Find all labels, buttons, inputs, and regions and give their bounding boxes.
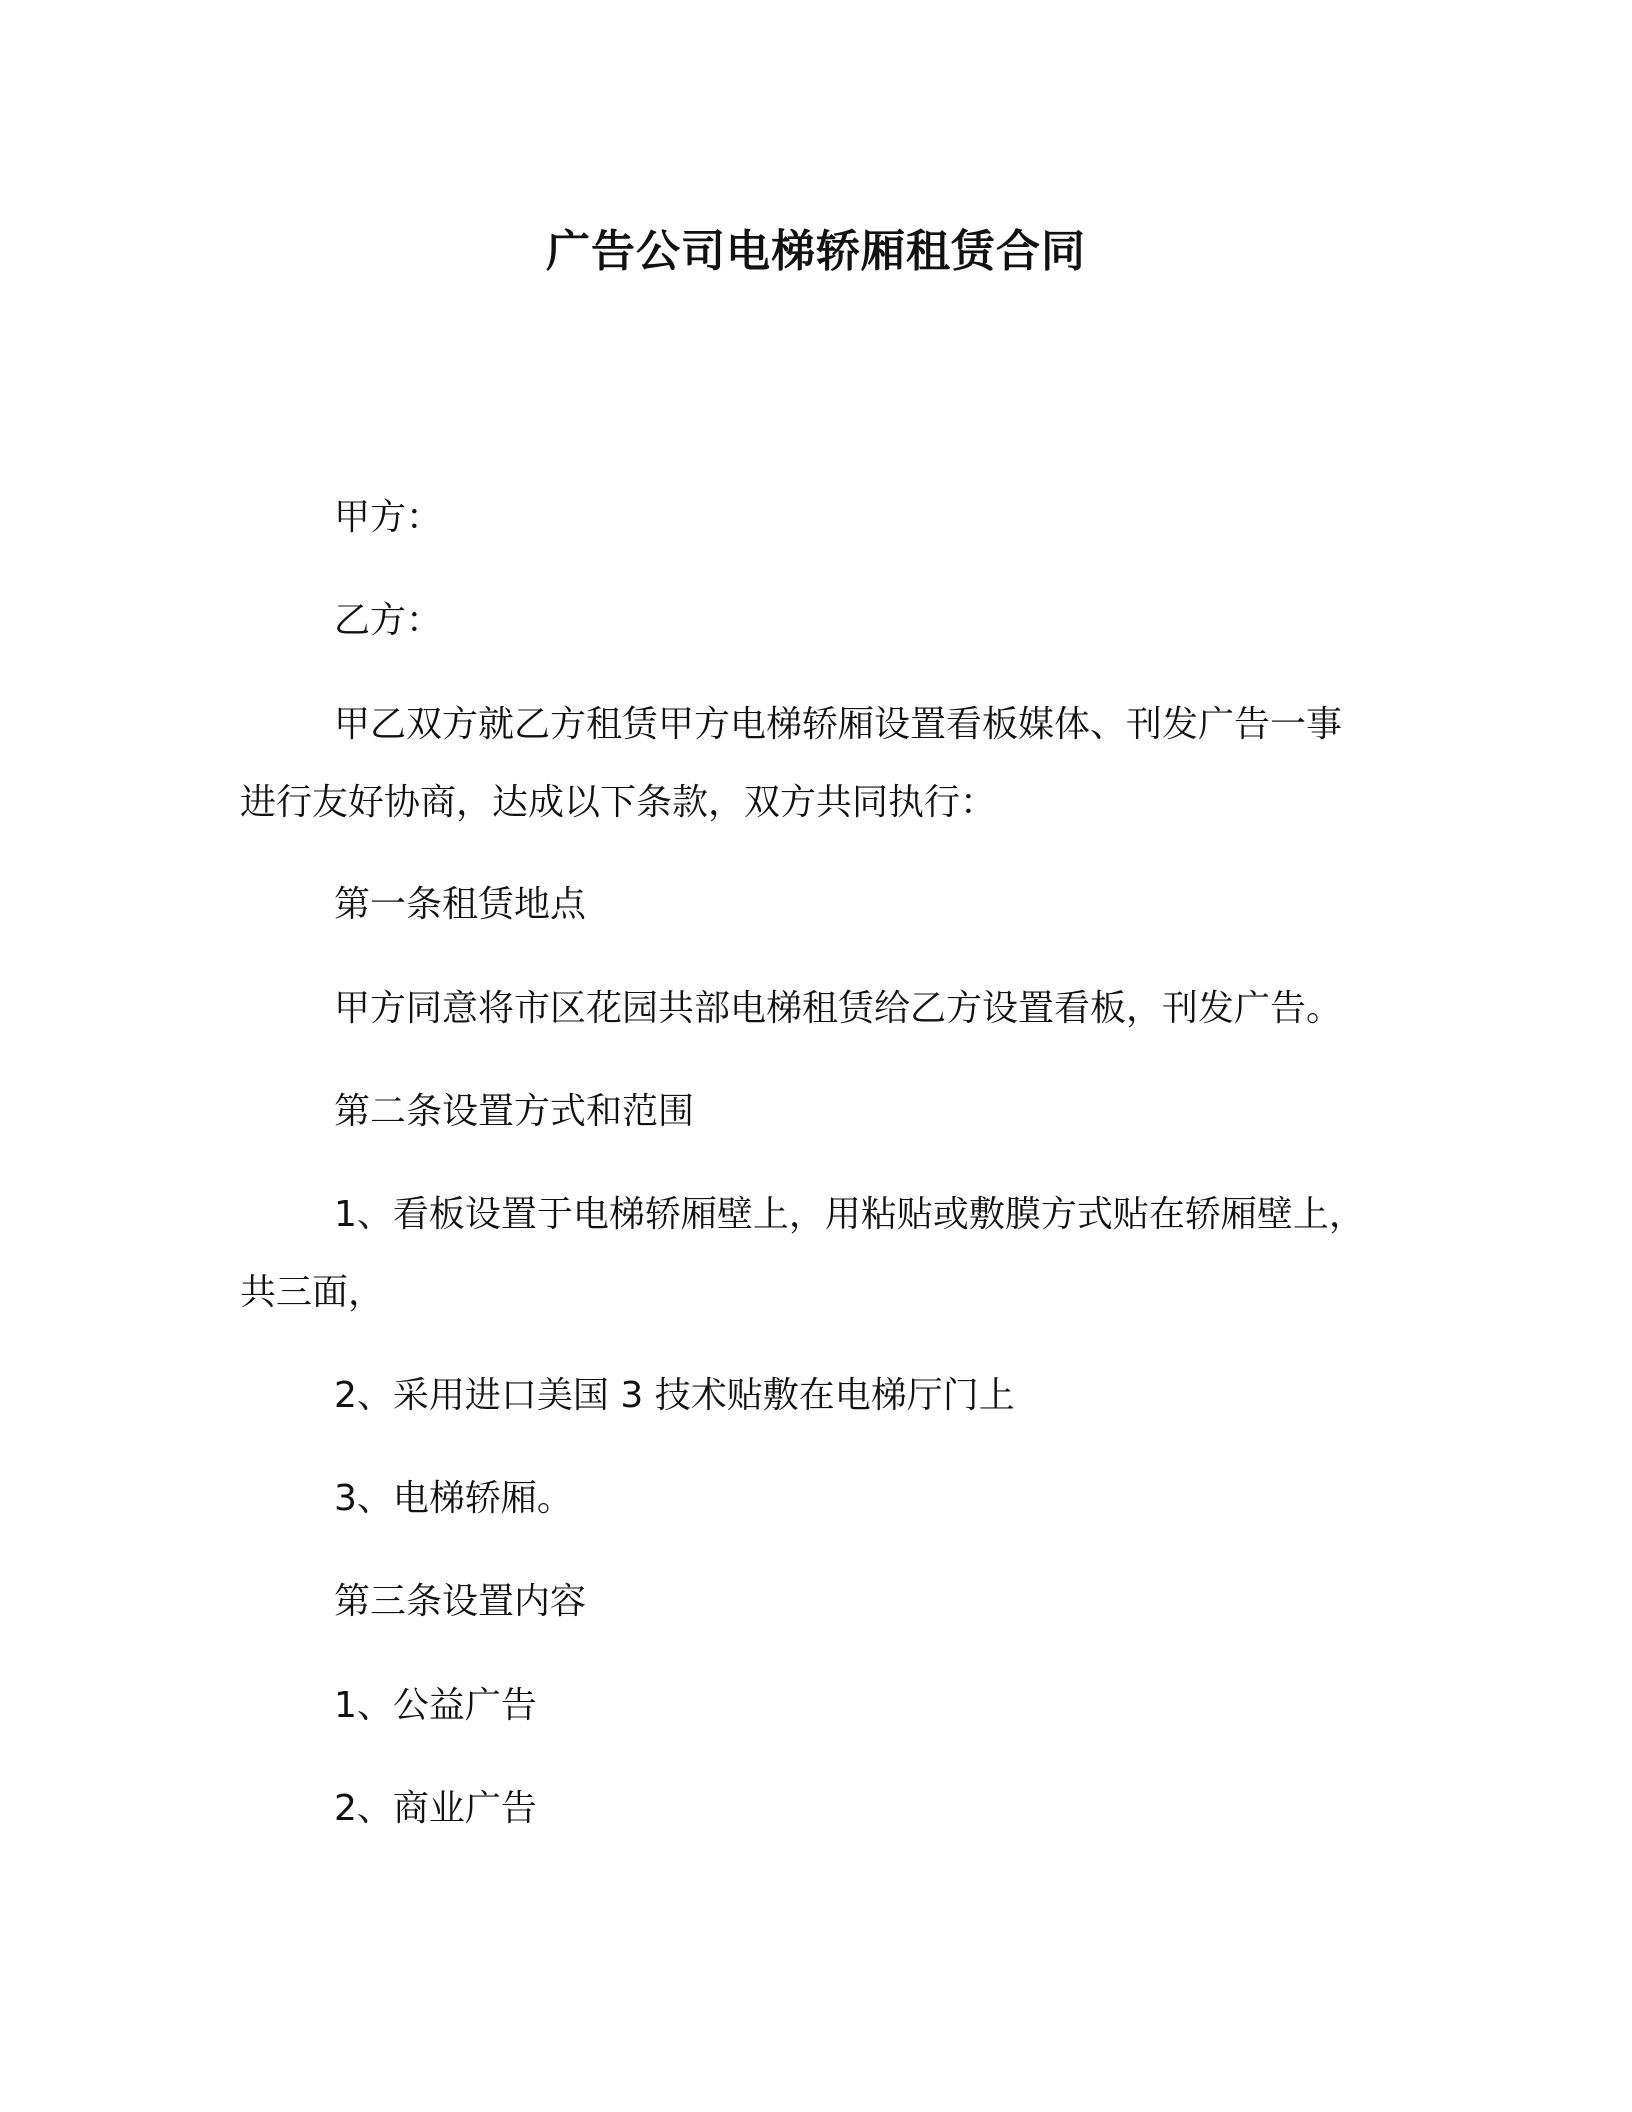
article-3-item-2: 2、商业广告 — [334, 1788, 537, 1829]
article-1-heading: 第一条租赁地点 — [334, 884, 587, 925]
article-3-item-1: 1、公益广告 — [334, 1685, 537, 1726]
party-b-label: 乙方： — [334, 600, 443, 641]
article-3-heading: 第三条设置内容 — [334, 1581, 587, 1622]
article-2-item-1-line-2: 共三面， — [240, 1272, 385, 1313]
document-title: 广告公司电梯轿厢租赁合同 — [546, 226, 1086, 277]
intro-line-1: 甲乙双方就乙方租赁甲方电梯轿厢设置看板媒体、刊发广告一事 — [334, 704, 1343, 745]
article-1-text: 甲方同意将市区花园共部电梯租赁给乙方设置看板，刊发广告。 — [334, 988, 1343, 1029]
party-a-label: 甲方： — [334, 497, 443, 538]
article-2-item-2: 2、采用进口美国 3 技术贴敷在电梯厅门上 — [334, 1375, 1015, 1416]
article-2-heading: 第二条设置方式和范围 — [334, 1091, 695, 1132]
intro-line-2: 进行友好协商，达成以下条款，双方共同执行： — [240, 782, 997, 823]
article-2-item-3: 3、电梯轿厢。 — [334, 1478, 573, 1519]
article-2-item-1-line-1: 1、看板设置于电梯轿厢壁上，用粘贴或敷膜方式贴在轿厢壁上， — [334, 1194, 1365, 1235]
